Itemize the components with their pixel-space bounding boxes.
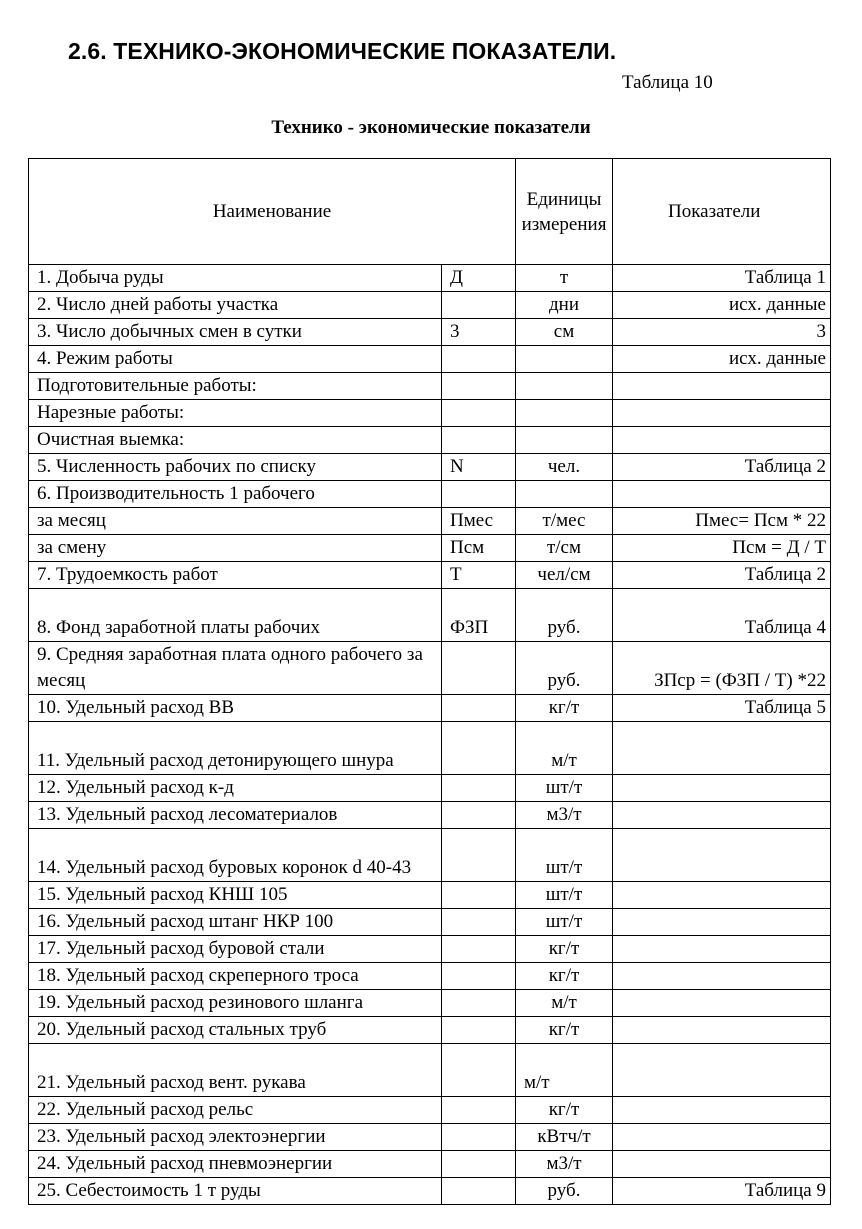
row-unit: см [516,319,613,346]
row-name: 6. Производительность 1 рабочего [29,481,442,508]
row-value: ЗПср = (ФЗП / Т) *22 [613,642,831,695]
row-symbol [442,642,516,695]
row-unit: руб. [516,1178,613,1205]
row-name: Очистная выемка: [29,427,442,454]
row-name: 2. Число дней работы участка [29,292,442,319]
row-name: за смену [29,535,442,562]
row-value: исх. данные [613,292,831,319]
table-row [29,319,831,346]
table-row [29,346,831,373]
table-row [29,265,831,292]
row-value: Пмес= Псм * 22 [613,508,831,535]
row-unit: кг/т [516,936,613,963]
row-name: 23. Удельный расход электоэнергии [29,1124,442,1151]
row-value [613,909,831,936]
table-row [29,1124,831,1151]
row-name: 25. Себестоимость 1 т руды [29,1178,442,1205]
row-symbol [442,775,516,802]
row-name: 17. Удельный расход буровой стали [29,936,442,963]
row-name: 8. Фонд заработной платы рабочих [29,589,442,642]
row-unit: м3/т [516,802,613,829]
row-name: 4. Режим работы [29,346,442,373]
header-indicators: Показатели [613,159,831,265]
row-name: за месяц [29,508,442,535]
table-row [29,642,831,695]
row-name: 12. Удельный расход к-д [29,775,442,802]
row-unit: дни [516,292,613,319]
table-row [29,695,831,722]
row-value: Таблица 1 [613,265,831,292]
indicators-table-wrapper [28,158,826,1201]
table-row [29,481,831,508]
row-name: 5. Численность рабочих по списку [29,454,442,481]
row-unit: чел. [516,454,613,481]
row-name: 7. Трудоемкость работ [29,562,442,589]
row-unit: м3/т [516,1151,613,1178]
row-name: 1. Добыча руды [29,265,442,292]
indicators-table [28,158,831,1205]
row-name: 14. Удельный расход буровых коронок d 40-43 [29,829,442,882]
table-row [29,963,831,990]
row-value: 3 [613,319,831,346]
row-name: 16. Удельный расход штанг НКР 100 [29,909,442,936]
row-symbol [442,373,516,400]
row-name: 22. Удельный расход рельс [29,1097,442,1124]
table-row [29,589,831,642]
row-unit: т/см [516,535,613,562]
row-unit: т/мес [516,508,613,535]
header-name: Наименование [29,159,516,265]
row-symbol: Т [442,562,516,589]
row-value: исх. данные [613,346,831,373]
row-name: 20. Удельный расход стальных труб [29,1017,442,1044]
table-row [29,882,831,909]
section-heading: 2.6. ТЕХНИКО-ЭКОНОМИЧЕСКИЕ ПОКАЗАТЕЛИ. [68,38,617,64]
row-unit: руб. [516,589,613,642]
row-symbol: ФЗП [442,589,516,642]
table-row [29,1178,831,1205]
table-row [29,400,831,427]
row-unit: м/т [516,990,613,1017]
row-unit [516,373,613,400]
row-unit: кг/т [516,695,613,722]
row-unit: м/т [516,722,613,775]
table-row [29,373,831,400]
row-unit: кг/т [516,1097,613,1124]
row-unit: м/т [516,1044,613,1097]
row-unit: шт/т [516,829,613,882]
row-value [613,775,831,802]
table-row [29,802,831,829]
row-symbol [442,722,516,775]
row-name: Подготовительные работы: [29,373,442,400]
row-value: Таблица 9 [613,1178,831,1205]
table-row [29,1017,831,1044]
row-name: 13. Удельный расход лесоматериалов [29,802,442,829]
table-row [29,1151,831,1178]
row-symbol: 3 [442,319,516,346]
table-row [29,508,831,535]
row-value [613,1151,831,1178]
row-value [613,829,831,882]
row-symbol [442,292,516,319]
row-name: 9. Средняя заработная плата одного рабочего за месяц [29,642,442,695]
table-row [29,1097,831,1124]
table-row [29,990,831,1017]
row-unit: шт/т [516,775,613,802]
row-value: Таблица 5 [613,695,831,722]
row-unit: шт/т [516,882,613,909]
row-symbol [442,427,516,454]
row-name: 3. Число добычных смен в сутки [29,319,442,346]
row-name: 24. Удельный расход пневмоэнергии [29,1151,442,1178]
row-value [613,802,831,829]
table-header-row [29,159,831,265]
row-unit [516,481,613,508]
row-value [613,1124,831,1151]
row-name: 15. Удельный расход КНШ 105 [29,882,442,909]
row-unit [516,400,613,427]
row-name: 10. Удельный расход ВВ [29,695,442,722]
row-unit: кВтч/т [516,1124,613,1151]
row-symbol [442,1097,516,1124]
table-row [29,427,831,454]
row-symbol [442,346,516,373]
table-row [29,936,831,963]
row-symbol [442,1151,516,1178]
row-value [613,882,831,909]
row-unit [516,346,613,373]
row-value: Псм = Д / Т [613,535,831,562]
row-unit [516,427,613,454]
row-symbol [442,1017,516,1044]
row-symbol [442,481,516,508]
row-value: Таблица 2 [613,562,831,589]
row-symbol: Псм [442,535,516,562]
row-value: Таблица 2 [613,454,831,481]
row-symbol [442,1124,516,1151]
row-value [613,1044,831,1097]
row-symbol [442,1044,516,1097]
row-symbol [442,695,516,722]
row-symbol [442,990,516,1017]
row-value [613,1097,831,1124]
row-name: 11. Удельный расход детонирующего шнура [29,722,442,775]
row-unit: чел/см [516,562,613,589]
row-value [613,1017,831,1044]
table-row [29,535,831,562]
row-symbol: N [442,454,516,481]
row-name: 21. Удельный расход вент. рукава [29,1044,442,1097]
table-row [29,1044,831,1097]
row-symbol [442,1178,516,1205]
row-value [613,722,831,775]
row-unit: кг/т [516,963,613,990]
row-value [613,373,831,400]
row-value [613,936,831,963]
table-row [29,722,831,775]
row-value [613,990,831,1017]
table-row [29,292,831,319]
row-name: 19. Удельный расход резинового шланга [29,990,442,1017]
row-symbol [442,882,516,909]
row-symbol [442,909,516,936]
row-symbol [442,400,516,427]
row-symbol [442,963,516,990]
table-title: Технико - экономические показатели [271,117,591,138]
row-symbol: Д [442,265,516,292]
table-number: Таблица 10 [622,72,713,93]
table-row [29,775,831,802]
row-symbol [442,829,516,882]
row-symbol [442,936,516,963]
row-value [613,400,831,427]
table-row [29,454,831,481]
row-value [613,427,831,454]
row-value [613,481,831,508]
table-row [29,829,831,882]
row-unit: руб. [516,642,613,695]
row-name: 18. Удельный расход скреперного троса [29,963,442,990]
table-row [29,909,831,936]
row-unit: шт/т [516,909,613,936]
row-unit: кг/т [516,1017,613,1044]
header-unit: Единицы измерения [516,159,613,265]
row-name: Нарезные работы: [29,400,442,427]
row-value: Таблица 4 [613,589,831,642]
row-unit: т [516,265,613,292]
row-value [613,963,831,990]
row-symbol [442,802,516,829]
table-row [29,562,831,589]
row-symbol: Пмес [442,508,516,535]
